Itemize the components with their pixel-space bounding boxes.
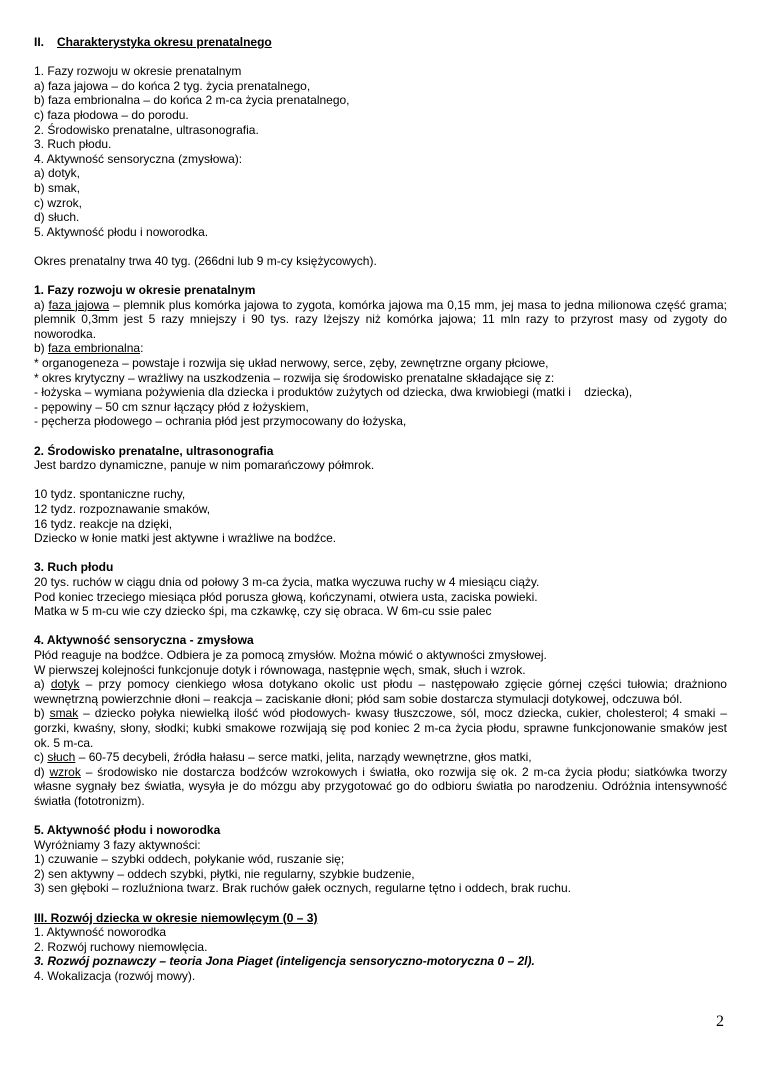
- outline-line: 4. Aktywność sensoryczna (zmysłowa):: [34, 151, 243, 166]
- outline-line: 5. Aktywność płodu i noworodka.: [34, 224, 209, 239]
- page-number: 2: [716, 1013, 724, 1030]
- intro-paragraph: Okres prenatalny trwa 40 tyg. (266dni lub 9 m-cy księżycowych).: [34, 253, 377, 268]
- list-line: W pierwszej kolejności funkcjonuje dotyk i równowaga, następnie węch, smak, słuch i wzrok.: [34, 662, 526, 677]
- section-ii-title: II. Charakterystyka okresu prenatalnego: [34, 35, 272, 49]
- list-line: Matka w 5 m-cu wie czy dziecko śpi, ma czkawkę, czy się obraca. W 6m-cu ssie palec: [34, 604, 492, 619]
- outline-line: 1. Fazy rozwoju w okresie prenatalnym: [34, 64, 242, 79]
- list-line: - pępowiny – 50 cm sznur łączący płód z łożyskiem,: [34, 399, 309, 414]
- section-3-heading: 3. Ruch płodu: [34, 560, 114, 575]
- list-line: 12 tydz. rozpoznawanie smaków,: [34, 502, 211, 516]
- list-line: - pęcherza płodowego – ochrania płód jest przymocowany do łożyska,: [34, 414, 407, 429]
- outline-line: b) faza embrionalna – do końca 2 m-ca życia prenatalnego,: [34, 93, 350, 108]
- list-line: 3) sen głęboki – rozluźniona twarz. Brak ruchów gałek ocznych, regularne tętno i oddech, brak ruchu.: [34, 881, 571, 896]
- list-line: 10 tydz. spontaniczne ruchy,: [34, 487, 186, 502]
- term-sluch: słuch: [47, 750, 76, 765]
- outline-line: c) wzrok,: [34, 195, 82, 210]
- outline-line: d) słuch.: [34, 210, 80, 225]
- outline-line: 3. Ruch płodu.: [34, 137, 112, 152]
- term-faza-embrionalna: faza embrionalna: [48, 341, 141, 356]
- outline-line: 2. Środowisko prenatalne, ultrasonografia.: [34, 122, 259, 137]
- term-faza-jajowa: faza jajowa: [48, 297, 110, 312]
- section-iii-heading: III. Rozwój dziecka w okresie niemowlęcym (0 – 3): [34, 910, 318, 925]
- list-line: 2) sen aktywny – oddech szybki, płytki, nie regularny, szybkie budzenie,: [34, 866, 415, 881]
- list-line: - łożyska – wymiana pożywienia dla dziecka i produktów zużytych od dziecka, dwa krwiobiegi (matki i dziecka),: [34, 385, 633, 400]
- section-2-text: Jest bardzo dynamiczne, panuje w nim pomarańczowy półmrok.: [34, 458, 375, 473]
- list-line: Wyróżniamy 3 fazy aktywności:: [34, 837, 201, 852]
- section-4-heading: 4. Aktywność sensoryczna - zmysłowa: [34, 633, 254, 648]
- list-line-emphasized: 3. Rozwój poznawczy – teoria Jona Piaget (inteligencja sensoryczno-motoryczna 0 – 2l).: [34, 954, 535, 969]
- list-line: 1) czuwanie – szybki oddech, połykanie wód, ruszanie się;: [34, 852, 345, 867]
- outline-line: b) smak,: [34, 180, 81, 195]
- document-page: [34, 35, 727, 984]
- section-1-heading: 1. Fazy rozwoju w okresie prenatalnym: [34, 283, 256, 298]
- outline-line: c) faza płodowa – do porodu.: [34, 107, 189, 122]
- faza-jajowa-paragraph: a) faza jajowa – plemnik plus komórka jajowa to zygota, komórka jajowa ma 0,15 mm, jej masa to jedna milionowa część grama; plemnik 0,3mm jest 5 razy mniejszy i 90 tys. razy lżejszy niż komórka jajowa; 11 mln razy to przyrost masy od zygoty do noworodka.: [34, 297, 727, 341]
- sense-dotyk-paragraph: a) dotyk – przy pomocy cienkiego włosa dotykano okolic ust płodu – następowało zgięcie górnej części tułowia; drażniono wewnętrzną powierzchnie dłoni – reakcja – zaciskanie dłoni; płód sam sobie dostarcza stymulacji dotykowej, odczuwa ból.: [34, 677, 727, 706]
- sense-wzrok-paragraph: d) wzrok – środowisko nie dostarcza bodźców wzrokowych i światła, oko rozwija się ok. 2 m-ca życia płodu; siatkówka tworzy własne sygnały bez światła, wysyła je do mózgu aby przygotować go do odbioru światła po narodzeniu. Odróżnia intensywność światła (fototronizm).: [34, 764, 727, 808]
- list-line: 2. Rozwój ruchowy niemowlęcia.: [34, 939, 208, 954]
- list-line: 20 tys. ruchów w ciągu dnia od połowy 3 m-ca życia, matka wyczuwa ruchy w 4 miesiącu ciąży.: [34, 574, 540, 589]
- sense-smak-paragraph: b) smak – dziecko połyka niewielką ilość wód płodowych- kwasy tłuszczowe, sól, mocz dziecka, cukier, cholesterol; 4 smaki – gorzki, kwaśny, słony, słodki; kubki smakowe rozwijają się pod koniec 2 m-ca życia płodu, sprawne funkcjonowanie smaków jest ok. 5 m-ca.: [34, 706, 727, 750]
- term-wzrok: wzrok: [49, 764, 81, 779]
- faza-embrionalna-label: b) faza embrionalna:: [34, 341, 144, 356]
- term-dotyk: dotyk: [50, 677, 80, 692]
- list-line: 1. Aktywność noworodka: [34, 925, 167, 940]
- section-ii-outline: [34, 64, 727, 239]
- outline-line: a) dotyk,: [34, 166, 81, 181]
- list-line: Pod koniec trzeciego miesiąca płód porusza głową, kończynami, otwiera usta, zaciska powieki.: [34, 589, 538, 604]
- list-line: Płód reaguje na bodźce. Odbiera je za pomocą zmysłów. Można mówić o aktywności zmysłowej.: [34, 647, 547, 662]
- sense-sluch-paragraph: c) słuch – 60-75 decybeli, źródła hałasu – serce matki, jelita, narządy wewnętrzne, głos matki,: [34, 750, 532, 765]
- section-2-heading: 2. Środowisko prenatalne, ultrasonografia: [34, 443, 274, 458]
- list-line: 4. Wokalizacja (rozwój mowy).: [34, 969, 196, 983]
- list-line: * okres krytyczny – wrażliwy na uszkodzenia – rozwija się środowisko prenatalne składające się z:: [34, 370, 555, 385]
- term-smak: smak: [49, 706, 79, 721]
- list-line: 16 tydz. reakcje na dzięki,: [34, 516, 173, 531]
- outline-line: a) faza jajowa – do końca 2 tyg. życia prenatalnego,: [34, 78, 311, 93]
- list-line: * organogeneza – powstaje i rozwija się układ nerwowy, serce, zęby, zewnętrzne organy płciowe,: [34, 356, 549, 371]
- list-line: Dziecko w łonie matki jest aktywne i wrażliwe na bodźce.: [34, 531, 337, 546]
- section-5-heading: 5. Aktywność płodu i noworodka: [34, 823, 221, 838]
